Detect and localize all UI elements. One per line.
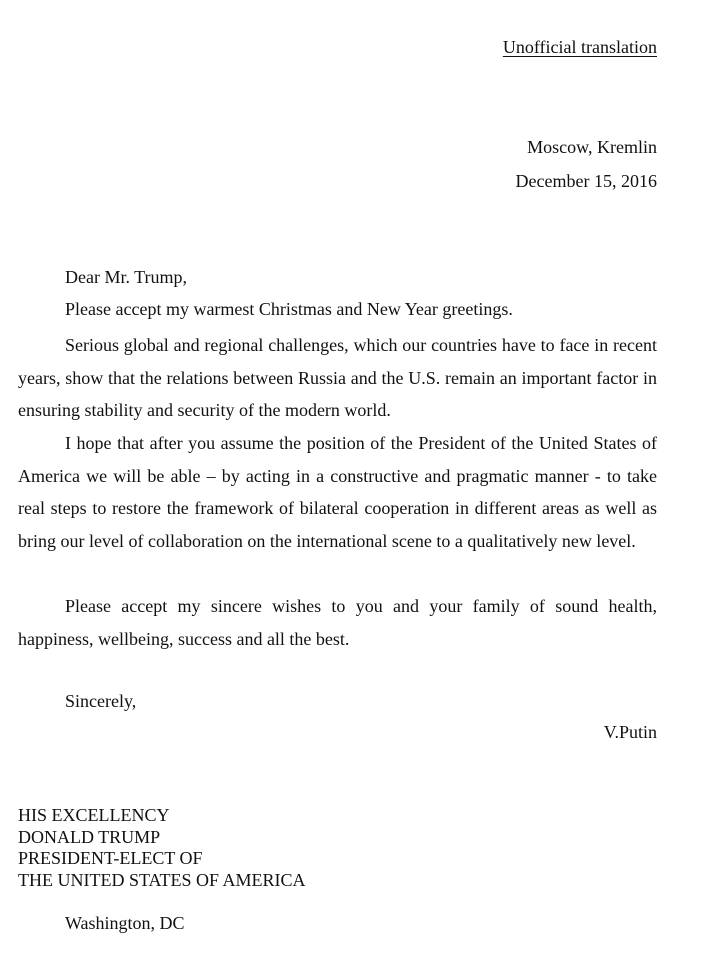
addressee-line-1: HIS EXCELLENCY — [18, 805, 170, 825]
addressee-line-3: PRESIDENT-ELECT OF — [18, 848, 203, 868]
closing: Sincerely, — [65, 691, 137, 711]
signature: V.Putin — [603, 722, 657, 742]
translation-label: Unofficial translation — [502, 37, 657, 57]
addressee-city: Washington, DC — [65, 913, 185, 933]
greeting-line: Please accept my warmest Christmas and New Year greetings. — [65, 299, 513, 319]
addressee-line-2: DONALD TRUMP — [18, 826, 161, 847]
body-paragraph-1: Serious global and regional challenges, which our countries have to face in recent years, show that the relations between Russia and the U.S. remain an important factor in ensuring stability and security of the modern world. — [18, 335, 657, 421]
salutation: Dear Mr. Trump, — [65, 267, 188, 287]
letter-date: December 15, 2016 — [515, 171, 657, 191]
addressee-block — [18, 805, 306, 891]
addressee-line-4: THE UNITED STATES OF AMERICA — [18, 869, 306, 890]
body-paragraph-3: Please accept my sincere wishes to you and your family of sound health, happiness, wellbeing, success and all the best. — [18, 596, 657, 649]
body-paragraph-2: I hope that after you assume the position of the President of the United States of America we will be able – by acting in a constructive and pragmatic manner - to take real steps to restore the framework of bilateral cooperation in different areas as well as bring our level of collaboration on the international scene to a qualitatively new level. — [18, 433, 657, 552]
letter-place: Moscow, Kremlin — [527, 137, 657, 157]
